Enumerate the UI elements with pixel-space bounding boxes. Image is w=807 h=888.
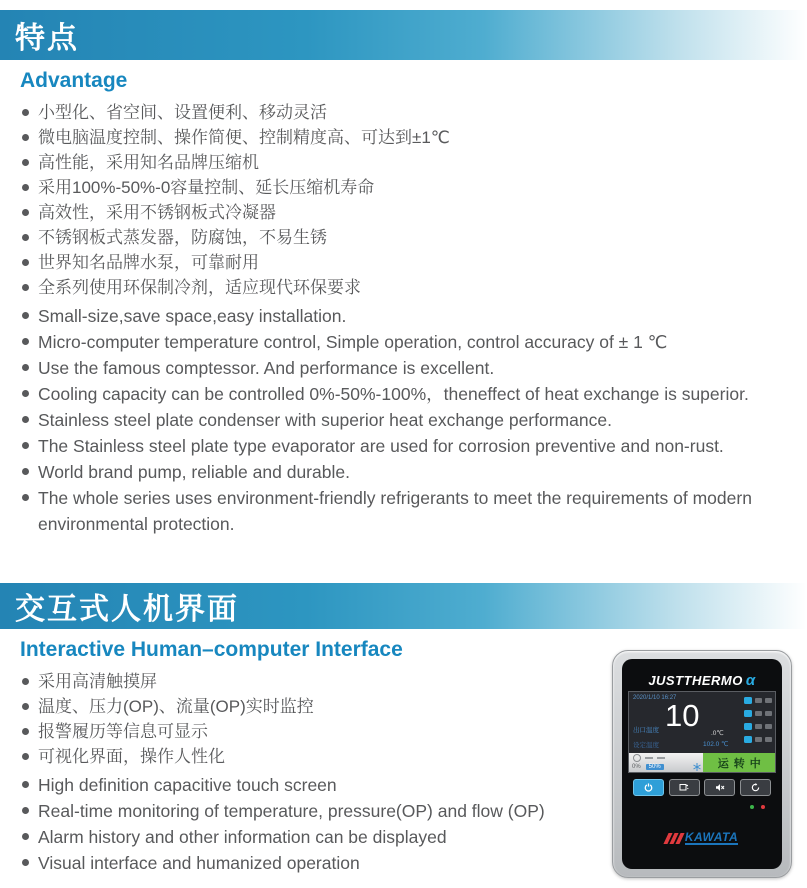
- set-temp-label: 设定温度: [633, 742, 659, 749]
- power-button: [633, 779, 664, 796]
- list-item: Visual interface and humanized operation: [22, 850, 597, 876]
- capacity-50-label: 50%: [646, 764, 664, 770]
- features-list-zh: [0, 100, 807, 300]
- advantage-heading: Advantage: [20, 69, 128, 92]
- list-item: Use the famous comptessor. And performance is excellent.: [22, 355, 796, 381]
- list-item: World brand pump, reliable and durable.: [22, 459, 796, 485]
- outlet-temp-label: 出口温度: [633, 727, 659, 734]
- main-temperature-value: 10: [665, 698, 700, 733]
- clipboard-icon: [744, 710, 752, 717]
- main-temperature-unit: .0℃: [711, 730, 724, 737]
- list-item: 全系列使用环保制冷剂，适应现代环保要求: [22, 275, 807, 300]
- power-icon: [644, 783, 653, 792]
- list-item: Alarm history and other information can be displayed: [22, 824, 597, 850]
- brand-alpha: α: [745, 672, 756, 689]
- speaker-mute-icon: [715, 783, 725, 792]
- list-item: Cooling capacity can be controlled 0%-50%-100%，theneffect of heat exchange is superior.: [22, 381, 796, 407]
- list-item: Micro-computer temperature control, Simple operation, control accuracy of ± 1 ℃: [22, 329, 796, 355]
- timer-icon: [633, 754, 641, 762]
- list-item: 采用高清触摸屏: [22, 669, 597, 694]
- features-section-bar: [0, 10, 807, 60]
- list-item: 高性能，采用知名品牌压缩机: [22, 150, 807, 175]
- control-panel-photo: [612, 650, 792, 878]
- list-item: 高效性，采用不锈钢板式冷凝器: [22, 200, 807, 225]
- features-list-en: [0, 303, 807, 537]
- brand-name: JUSTTHERMO: [648, 673, 743, 688]
- capacity-panel: [629, 753, 703, 772]
- screen-timestamp: 2020/1/10 16:27: [633, 695, 677, 701]
- monitor-icon: [744, 697, 752, 704]
- features-section-title: 特点: [15, 22, 79, 55]
- list-item: High definition capacitive touch screen: [22, 772, 597, 798]
- list-item: 微电脑温度控制、操作简便、控制精度高、可达到±1℃: [22, 125, 807, 150]
- kawata-logo: [622, 831, 782, 845]
- list-item: 采用100%-50%-0容量控制、延长压缩机寿命: [22, 175, 807, 200]
- mute-button: [704, 779, 735, 796]
- set-temperature-value: 102.0 ℃: [703, 741, 729, 748]
- screen-status-bar: [629, 753, 775, 772]
- capacity-0-label: 0%: [632, 764, 641, 770]
- kawata-logo-text: KAWATA: [684, 830, 739, 844]
- list-item: 报警履历等信息可显示: [22, 719, 597, 744]
- interface-list-zh: [0, 669, 597, 769]
- refresh-icon: [751, 783, 760, 792]
- kawata-stripes-icon: [666, 833, 682, 844]
- list-item: 可视化界面，操作人性化: [22, 744, 597, 769]
- list-item: Stainless steel plate condenser with superior heat exchange performance.: [22, 407, 796, 433]
- control-panel-face: [622, 659, 782, 869]
- green-led: [750, 805, 754, 809]
- screen-settings-icon: [679, 783, 689, 792]
- gear-icon: [744, 736, 752, 743]
- red-led: [761, 805, 765, 809]
- interface-section-title: 交互式人机界面: [15, 593, 239, 626]
- indicator-leds: [750, 805, 765, 809]
- interface-list-en: [0, 772, 597, 876]
- reset-button: [740, 779, 771, 796]
- display-settings-button: [669, 779, 700, 796]
- interface-section-bar: [0, 583, 807, 629]
- panel-buttons: [622, 779, 782, 796]
- screen-menu-icons: [744, 697, 772, 749]
- list-item: 世界知名品牌水泵，可靠耐用: [22, 250, 807, 275]
- list-item: The Stainless steel plate type evaporator are used for corrosion preventive and non-rust.: [22, 433, 796, 459]
- snowflake-icon: [693, 763, 701, 771]
- running-status-badge: 运转中: [703, 753, 775, 772]
- tools-icon: [744, 723, 752, 730]
- list-item: 小型化、省空间、设置便利、移动灵活: [22, 100, 807, 125]
- list-item: Real-time monitoring of temperature, pressure(OP) and flow (OP): [22, 798, 597, 824]
- list-item: The whole series uses environment-friendly refrigerants to meet the requirements of modern environmental protection.: [22, 485, 796, 537]
- brochure-page: [0, 10, 807, 876]
- list-item: Small-size,save space,easy installation.: [22, 303, 796, 329]
- brand-logo: [622, 672, 782, 689]
- touch-screen: [628, 691, 776, 773]
- list-item: 不锈钢板式蒸发器，防腐蚀，不易生锈: [22, 225, 807, 250]
- interface-heading: Interactive Human–computer Interface: [20, 638, 403, 661]
- list-item: 温度、压力(OP)、流量(OP)实时监控: [22, 694, 597, 719]
